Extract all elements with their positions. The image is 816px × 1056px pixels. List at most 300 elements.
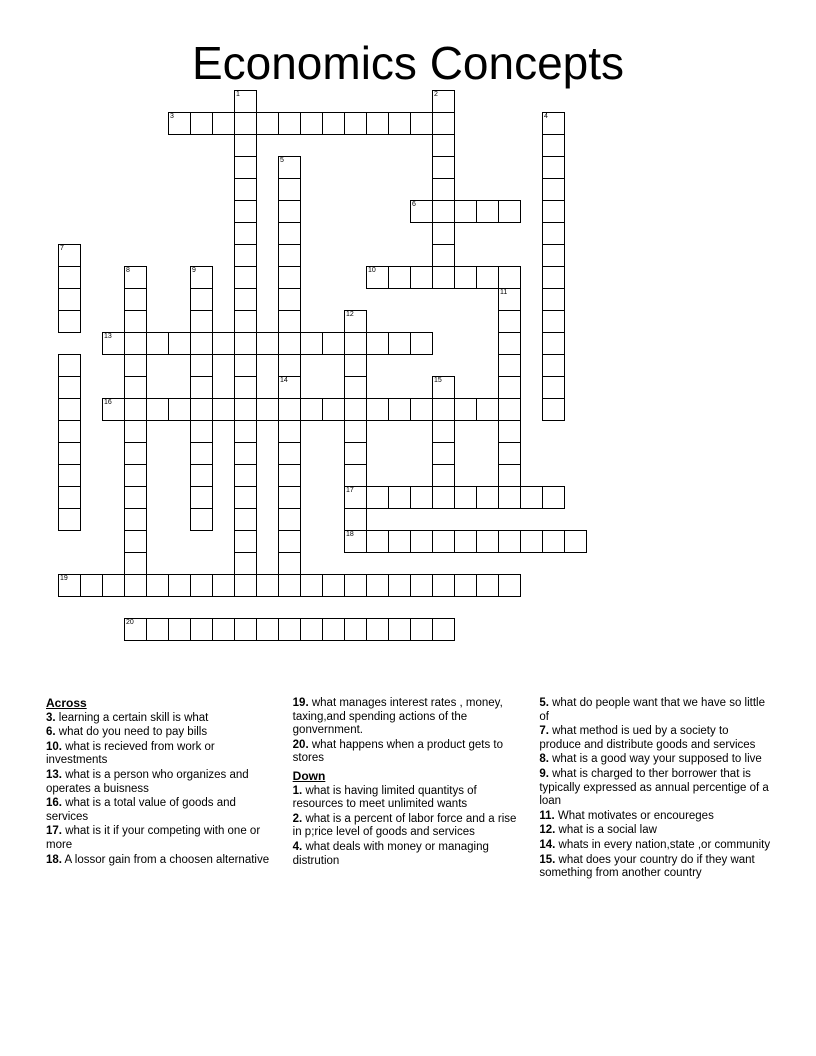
crossword-cell[interactable] bbox=[278, 464, 301, 487]
crossword-cell[interactable] bbox=[498, 574, 521, 597]
cell-number: 9 bbox=[192, 267, 196, 274]
crossword-cell[interactable] bbox=[542, 178, 565, 201]
crossword-cell[interactable] bbox=[234, 376, 257, 399]
crossword-cell[interactable] bbox=[366, 486, 389, 509]
crossword-cell[interactable] bbox=[58, 266, 81, 289]
clue-across-3 bbox=[46, 712, 279, 726]
crossword-cell[interactable] bbox=[366, 574, 389, 597]
clue-text: learning a certain skill is what bbox=[55, 711, 209, 724]
crossword-cell[interactable] bbox=[344, 376, 367, 399]
cell-number: 17 bbox=[346, 487, 354, 494]
clue-text: what deals with money or managing distrution bbox=[292, 840, 489, 867]
crossword-cell[interactable] bbox=[58, 442, 81, 465]
clue-number: 3. bbox=[46, 711, 56, 724]
crossword-cell[interactable] bbox=[146, 618, 169, 641]
clue-text: what is charged to ther borrower that is typically expressed as annual percentige of a loan bbox=[539, 767, 769, 808]
crossword-cell[interactable] bbox=[234, 90, 257, 113]
cell-number: 16 bbox=[104, 399, 112, 406]
crossword-cell[interactable] bbox=[432, 486, 455, 509]
crossword-cell[interactable] bbox=[344, 332, 367, 355]
crossword-cell[interactable] bbox=[278, 486, 301, 509]
crossword-cell[interactable] bbox=[498, 464, 521, 487]
crossword-cell[interactable] bbox=[322, 332, 345, 355]
crossword-cell[interactable] bbox=[124, 464, 147, 487]
crossword-cell[interactable] bbox=[124, 288, 147, 311]
crossword-cell[interactable] bbox=[388, 398, 411, 421]
crossword-cell[interactable] bbox=[454, 530, 477, 553]
crossword-grid-container bbox=[58, 90, 758, 680]
crossword-cell[interactable] bbox=[542, 200, 565, 223]
crossword-cell[interactable] bbox=[58, 310, 81, 333]
crossword-cell[interactable] bbox=[388, 530, 411, 553]
crossword-cell[interactable] bbox=[124, 530, 147, 553]
crossword-cell[interactable] bbox=[344, 464, 367, 487]
clue-down-9 bbox=[539, 768, 772, 809]
crossword-cell[interactable] bbox=[542, 530, 565, 553]
crossword-cell[interactable] bbox=[102, 332, 125, 355]
crossword-cell[interactable] bbox=[520, 486, 543, 509]
crossword-cell[interactable] bbox=[432, 222, 455, 245]
crossword-cell[interactable] bbox=[234, 618, 257, 641]
clue-number: 18. bbox=[46, 853, 62, 866]
clue-number: 15. bbox=[539, 853, 556, 866]
crossword-cell[interactable] bbox=[542, 244, 565, 267]
crossword-cell[interactable] bbox=[124, 574, 147, 597]
crossword-cell[interactable] bbox=[146, 398, 169, 421]
crossword-cell[interactable] bbox=[278, 178, 301, 201]
crossword-cell[interactable] bbox=[344, 420, 367, 443]
crossword-cell[interactable] bbox=[278, 574, 301, 597]
crossword-cell[interactable] bbox=[432, 398, 455, 421]
crossword-cell[interactable] bbox=[542, 266, 565, 289]
clue-text: what is a person who organizes and operates a buisness bbox=[46, 768, 249, 795]
crossword-cell[interactable] bbox=[124, 420, 147, 443]
crossword-cell[interactable] bbox=[454, 398, 477, 421]
crossword-cell[interactable] bbox=[58, 508, 81, 531]
crossword-cell[interactable] bbox=[168, 332, 191, 355]
crossword-cell[interactable] bbox=[124, 442, 147, 465]
crossword-cell[interactable] bbox=[322, 398, 345, 421]
crossword-cell[interactable] bbox=[234, 266, 257, 289]
crossword-cell[interactable] bbox=[278, 376, 301, 399]
crossword-cell[interactable] bbox=[432, 530, 455, 553]
clue-number: 10. bbox=[46, 740, 62, 753]
cell-number: 4 bbox=[544, 113, 548, 120]
crossword-cell[interactable] bbox=[432, 244, 455, 267]
crossword-cell[interactable] bbox=[234, 156, 257, 179]
crossword-cell[interactable] bbox=[168, 398, 191, 421]
crossword-cell[interactable] bbox=[542, 134, 565, 157]
crossword-cell[interactable] bbox=[212, 574, 235, 597]
crossword-cell[interactable] bbox=[278, 288, 301, 311]
crossword-cell[interactable] bbox=[256, 332, 279, 355]
crossword-cell[interactable] bbox=[432, 90, 455, 113]
crossword-cell[interactable] bbox=[388, 486, 411, 509]
clue-text: what is a social law bbox=[555, 824, 657, 837]
clue-across-20 bbox=[293, 739, 526, 766]
clue-text: what is recieved from work or investments bbox=[46, 740, 215, 767]
crossword-cell[interactable] bbox=[190, 420, 213, 443]
crossword-cell[interactable] bbox=[498, 288, 521, 311]
crossword-cell[interactable] bbox=[564, 530, 587, 553]
crossword-cell[interactable] bbox=[300, 112, 323, 135]
crossword-cell[interactable] bbox=[432, 178, 455, 201]
crossword-cell[interactable] bbox=[498, 332, 521, 355]
crossword-cell[interactable] bbox=[344, 354, 367, 377]
crossword-cell[interactable] bbox=[432, 134, 455, 157]
crossword-cell[interactable] bbox=[278, 112, 301, 135]
crossword-cell[interactable] bbox=[344, 618, 367, 641]
crossword-cell[interactable] bbox=[190, 574, 213, 597]
crossword-cell[interactable] bbox=[124, 618, 147, 641]
crossword-cell[interactable] bbox=[388, 574, 411, 597]
cell-number: 19 bbox=[60, 575, 68, 582]
crossword-cell[interactable] bbox=[454, 266, 477, 289]
crossword-cell[interactable] bbox=[234, 552, 257, 575]
cell-number: 5 bbox=[280, 157, 284, 164]
clue-text: A lossor gain from a choosen alternative bbox=[62, 853, 270, 866]
crossword-cell[interactable] bbox=[212, 618, 235, 641]
crossword-cell[interactable] bbox=[190, 486, 213, 509]
crossword-cell[interactable] bbox=[102, 574, 125, 597]
crossword-cell[interactable] bbox=[344, 310, 367, 333]
crossword-cell[interactable] bbox=[300, 398, 323, 421]
crossword-cell[interactable] bbox=[190, 112, 213, 135]
crossword-cell[interactable] bbox=[124, 508, 147, 531]
crossword-cell[interactable] bbox=[542, 332, 565, 355]
crossword-cell[interactable] bbox=[344, 574, 367, 597]
crossword-cell[interactable] bbox=[542, 222, 565, 245]
clue-across-18 bbox=[46, 854, 279, 868]
crossword-cell[interactable] bbox=[168, 112, 191, 135]
crossword-cell[interactable] bbox=[432, 574, 455, 597]
crossword-cell[interactable] bbox=[190, 464, 213, 487]
crossword-cell[interactable] bbox=[366, 398, 389, 421]
crossword-cell[interactable] bbox=[344, 442, 367, 465]
crossword-cell[interactable] bbox=[234, 508, 257, 531]
crossword-cell[interactable] bbox=[234, 178, 257, 201]
crossword-cell[interactable] bbox=[410, 112, 433, 135]
crossword-cell[interactable] bbox=[278, 310, 301, 333]
crossword-cell[interactable] bbox=[190, 288, 213, 311]
crossword-cell[interactable] bbox=[124, 376, 147, 399]
across-heading: Across bbox=[46, 696, 87, 710]
crossword-cell[interactable] bbox=[388, 266, 411, 289]
down-heading: Down bbox=[292, 768, 326, 783]
crossword-cell[interactable] bbox=[432, 266, 455, 289]
crossword-cell[interactable] bbox=[58, 486, 81, 509]
clue-text: what do people want that we have so little of bbox=[539, 697, 765, 723]
crossword-cell[interactable] bbox=[278, 200, 301, 223]
crossword-cell[interactable] bbox=[146, 332, 169, 355]
clue-across-17 bbox=[46, 825, 279, 852]
crossword-cell[interactable] bbox=[256, 398, 279, 421]
crossword-cell[interactable] bbox=[278, 398, 301, 421]
crossword-cell[interactable] bbox=[454, 200, 477, 223]
crossword-cell[interactable] bbox=[190, 354, 213, 377]
crossword-cell[interactable] bbox=[278, 244, 301, 267]
crossword-cell[interactable] bbox=[190, 618, 213, 641]
crossword-cell[interactable] bbox=[542, 156, 565, 179]
crossword-cell[interactable] bbox=[498, 398, 521, 421]
crossword-cell[interactable] bbox=[542, 310, 565, 333]
crossword-cell[interactable] bbox=[278, 354, 301, 377]
crossword-cell[interactable] bbox=[476, 530, 499, 553]
crossword-cell[interactable] bbox=[124, 486, 147, 509]
crossword-cell[interactable] bbox=[388, 112, 411, 135]
crossword-cell[interactable] bbox=[256, 618, 279, 641]
crossword-cell[interactable] bbox=[102, 398, 125, 421]
clue-across-6 bbox=[46, 726, 279, 740]
crossword-cell[interactable] bbox=[234, 398, 257, 421]
crossword-cell[interactable] bbox=[58, 574, 81, 597]
crossword-cell[interactable] bbox=[278, 618, 301, 641]
cell-number: 3 bbox=[170, 113, 174, 120]
crossword-cell[interactable] bbox=[234, 112, 257, 135]
crossword-cell[interactable] bbox=[322, 112, 345, 135]
crossword-cell[interactable] bbox=[58, 376, 81, 399]
crossword-grid bbox=[58, 90, 758, 680]
crossword-cell[interactable] bbox=[300, 332, 323, 355]
clue-down-5 bbox=[539, 697, 772, 724]
crossword-cell[interactable] bbox=[278, 332, 301, 355]
crossword-cell[interactable] bbox=[234, 530, 257, 553]
crossword-cell[interactable] bbox=[410, 332, 433, 355]
crossword-cell[interactable] bbox=[498, 376, 521, 399]
cell-number: 7 bbox=[60, 245, 64, 252]
crossword-cell[interactable] bbox=[542, 354, 565, 377]
crossword-cell[interactable] bbox=[410, 486, 433, 509]
crossword-cell[interactable] bbox=[542, 112, 565, 135]
crossword-cell[interactable] bbox=[498, 354, 521, 377]
crossword-cell[interactable] bbox=[542, 376, 565, 399]
clue-text: what is a good way your supposed to live bbox=[548, 753, 762, 766]
crossword-cell[interactable] bbox=[124, 310, 147, 333]
crossword-cell[interactable] bbox=[124, 398, 147, 421]
crossword-cell[interactable] bbox=[58, 354, 81, 377]
crossword-cell[interactable] bbox=[366, 332, 389, 355]
clue-number: 8. bbox=[539, 753, 549, 766]
crossword-cell[interactable] bbox=[168, 618, 191, 641]
clue-number: 14. bbox=[539, 838, 556, 851]
crossword-cell[interactable] bbox=[432, 618, 455, 641]
crossword-cell[interactable] bbox=[190, 332, 213, 355]
clue-across-16 bbox=[46, 797, 279, 824]
crossword-cell[interactable] bbox=[498, 310, 521, 333]
crossword-cell[interactable] bbox=[234, 420, 257, 443]
crossword-cell[interactable] bbox=[212, 332, 235, 355]
crossword-cell[interactable] bbox=[168, 574, 191, 597]
clue-number: 17. bbox=[46, 825, 62, 838]
cell-number: 11 bbox=[500, 289, 508, 296]
crossword-cell[interactable] bbox=[476, 486, 499, 509]
crossword-cell[interactable] bbox=[542, 288, 565, 311]
crossword-cell[interactable] bbox=[454, 486, 477, 509]
crossword-cell[interactable] bbox=[80, 574, 103, 597]
clue-number: 7. bbox=[539, 725, 549, 738]
crossword-cell[interactable] bbox=[58, 464, 81, 487]
crossword-cell[interactable] bbox=[366, 530, 389, 553]
crossword-cell[interactable] bbox=[58, 420, 81, 443]
crossword-cell[interactable] bbox=[410, 266, 433, 289]
clue-text: what is a percent of labor force and a rise in p;rice level of goods and services bbox=[292, 812, 517, 839]
crossword-cell[interactable] bbox=[234, 442, 257, 465]
crossword-cell[interactable] bbox=[300, 574, 323, 597]
crossword-cell[interactable] bbox=[432, 200, 455, 223]
clue-number: 4. bbox=[292, 840, 303, 853]
crossword-cell[interactable] bbox=[476, 398, 499, 421]
crossword-cell[interactable] bbox=[278, 552, 301, 575]
cell-number: 12 bbox=[346, 311, 354, 318]
crossword-cell[interactable] bbox=[278, 420, 301, 443]
crossword-cell[interactable] bbox=[234, 200, 257, 223]
crossword-cell[interactable] bbox=[322, 574, 345, 597]
cell-number: 20 bbox=[126, 619, 134, 626]
crossword-cell[interactable] bbox=[344, 530, 367, 553]
crossword-cell[interactable] bbox=[476, 266, 499, 289]
crossword-cell[interactable] bbox=[410, 530, 433, 553]
crossword-cell[interactable] bbox=[124, 266, 147, 289]
clue-down-14 bbox=[539, 839, 772, 853]
clue-text: what is a total value of goods and services bbox=[46, 797, 236, 823]
crossword-cell[interactable] bbox=[432, 376, 455, 399]
clue-number: 11. bbox=[539, 809, 555, 822]
crossword-cell[interactable] bbox=[366, 112, 389, 135]
clue-number: 6. bbox=[46, 726, 56, 739]
crossword-cell[interactable] bbox=[256, 574, 279, 597]
cell-number: 1 bbox=[236, 91, 240, 98]
crossword-cell[interactable] bbox=[344, 508, 367, 531]
clue-number: 5. bbox=[539, 697, 549, 709]
crossword-cell[interactable] bbox=[432, 156, 455, 179]
clue-down-1 bbox=[293, 785, 526, 812]
crossword-cell[interactable] bbox=[278, 266, 301, 289]
cell-number: 8 bbox=[126, 267, 130, 274]
crossword-cell[interactable] bbox=[124, 354, 147, 377]
crossword-cell[interactable] bbox=[234, 244, 257, 267]
crossword-cell[interactable] bbox=[212, 112, 235, 135]
clue-down-7 bbox=[539, 725, 772, 752]
cell-number: 15 bbox=[434, 377, 442, 384]
crossword-cell[interactable] bbox=[498, 442, 521, 465]
clue-down-4 bbox=[293, 841, 526, 868]
crossword-cell[interactable] bbox=[124, 332, 147, 355]
crossword-cell[interactable] bbox=[212, 398, 235, 421]
crossword-cell[interactable] bbox=[278, 530, 301, 553]
crossword-cell[interactable] bbox=[234, 486, 257, 509]
crossword-cell[interactable] bbox=[498, 486, 521, 509]
crossword-cell[interactable] bbox=[388, 332, 411, 355]
crossword-cell[interactable] bbox=[234, 354, 257, 377]
crossword-cell[interactable] bbox=[234, 332, 257, 355]
clue-text: what is having limited quantitys of resources to meet unlimited wants bbox=[292, 784, 477, 811]
crossword-cell[interactable] bbox=[410, 200, 433, 223]
crossword-cell[interactable] bbox=[58, 398, 81, 421]
crossword-cell[interactable] bbox=[234, 310, 257, 333]
crossword-cell[interactable] bbox=[366, 266, 389, 289]
clue-text: what does your country do if they want something from another country bbox=[539, 853, 755, 880]
crossword-cell[interactable] bbox=[432, 420, 455, 443]
crossword-cell[interactable] bbox=[190, 398, 213, 421]
clue-text: what method is ued by a society to produce and distribute goods and services bbox=[539, 725, 756, 751]
crossword-cell[interactable] bbox=[234, 134, 257, 157]
clue-text: what manages interest rates , money, taxing,and spending actions of the gonvernment. bbox=[292, 697, 503, 737]
crossword-cell[interactable] bbox=[410, 618, 433, 641]
crossword-cell[interactable] bbox=[58, 244, 81, 267]
clue-across-13 bbox=[46, 769, 279, 796]
clue-number: 1. bbox=[292, 784, 303, 797]
cell-number: 13 bbox=[104, 333, 112, 340]
crossword-cell[interactable] bbox=[388, 618, 411, 641]
crossword-cell[interactable] bbox=[542, 486, 565, 509]
clue-down-12 bbox=[539, 824, 772, 838]
crossword-cell[interactable] bbox=[410, 398, 433, 421]
crossword-cell[interactable] bbox=[278, 222, 301, 245]
crossword-cell[interactable] bbox=[146, 574, 169, 597]
clue-text: What motivates or encoureges bbox=[554, 809, 714, 822]
crossword-cell[interactable] bbox=[190, 376, 213, 399]
crossword-cell[interactable] bbox=[498, 530, 521, 553]
crossword-cell[interactable] bbox=[234, 222, 257, 245]
crossword-cell[interactable] bbox=[234, 288, 257, 311]
crossword-cell[interactable] bbox=[190, 266, 213, 289]
clue-across-10 bbox=[46, 741, 279, 768]
crossword-cell[interactable] bbox=[190, 310, 213, 333]
crossword-cell[interactable] bbox=[300, 618, 323, 641]
crossword-cell[interactable] bbox=[476, 574, 499, 597]
clue-text: whats in every nation,state ,or community bbox=[555, 838, 771, 851]
clue-number: 12. bbox=[539, 824, 556, 837]
crossword-cell[interactable] bbox=[278, 442, 301, 465]
crossword-cell[interactable] bbox=[234, 574, 257, 597]
clue-text: what happens when a product gets to stores bbox=[292, 738, 504, 765]
crossword-cell[interactable] bbox=[476, 200, 499, 223]
crossword-cell[interactable] bbox=[190, 508, 213, 531]
crossword-cell[interactable] bbox=[344, 112, 367, 135]
clue-down-2 bbox=[293, 813, 526, 840]
crossword-cell[interactable] bbox=[498, 266, 521, 289]
cell-number: 18 bbox=[346, 531, 354, 538]
crossword-cell[interactable] bbox=[278, 156, 301, 179]
clue-number: 2. bbox=[292, 812, 303, 825]
crossword-cell[interactable] bbox=[366, 618, 389, 641]
crossword-cell[interactable] bbox=[58, 288, 81, 311]
clue-number: 19. bbox=[292, 697, 309, 709]
crossword-cell[interactable] bbox=[256, 112, 279, 135]
crossword-cell[interactable] bbox=[190, 442, 213, 465]
clue-down-11 bbox=[539, 810, 772, 824]
crossword-cell[interactable] bbox=[520, 530, 543, 553]
crossword-cell[interactable] bbox=[344, 486, 367, 509]
cell-number: 14 bbox=[280, 377, 288, 384]
crossword-cell[interactable] bbox=[322, 618, 345, 641]
clue-number: 13. bbox=[46, 768, 62, 781]
crossword-cell[interactable] bbox=[124, 552, 147, 575]
crossword-cell[interactable] bbox=[432, 442, 455, 465]
crossword-cell[interactable] bbox=[498, 200, 521, 223]
page-title: Economics Concepts bbox=[191, 37, 625, 89]
crossword-cell[interactable] bbox=[278, 508, 301, 531]
crossword-cell[interactable] bbox=[454, 574, 477, 597]
crossword-cell[interactable] bbox=[542, 398, 565, 421]
crossword-cell[interactable] bbox=[410, 574, 433, 597]
crossword-cell[interactable] bbox=[498, 420, 521, 443]
crossword-cell[interactable] bbox=[344, 398, 367, 421]
crossword-cell[interactable] bbox=[432, 464, 455, 487]
crossword-cell[interactable] bbox=[432, 112, 455, 135]
crossword-cell[interactable] bbox=[234, 464, 257, 487]
cell-number: 6 bbox=[412, 201, 416, 208]
